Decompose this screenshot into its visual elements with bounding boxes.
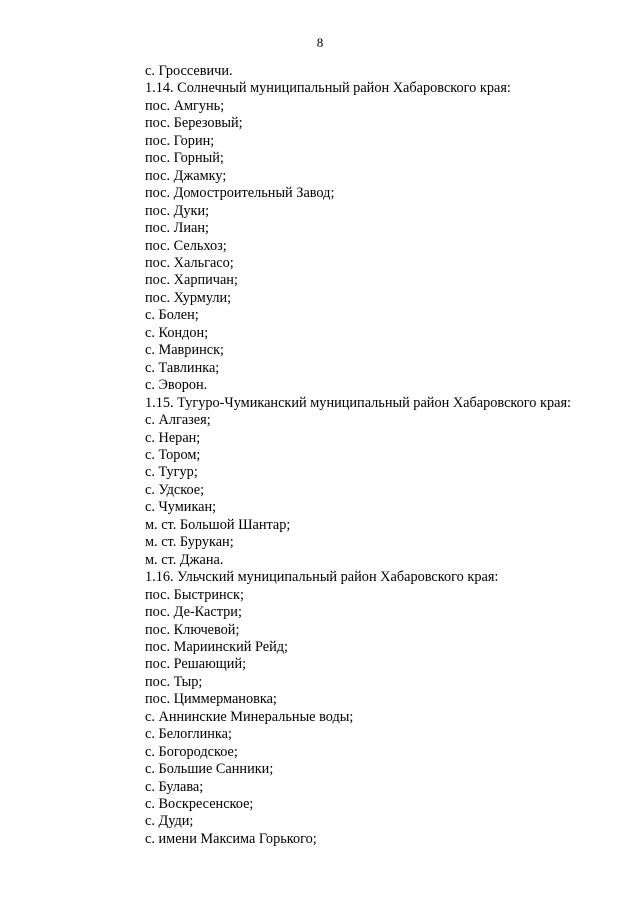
list-item: пос. Березовый; bbox=[145, 115, 243, 132]
list-item: пос. Хальгасо; bbox=[145, 254, 234, 271]
list-item: пос. Ключевой; bbox=[145, 621, 240, 638]
list-item: с. Булава; bbox=[145, 778, 204, 795]
list-item: пос. Решающий; bbox=[145, 656, 247, 673]
list-item: пос. Хурмули; bbox=[145, 289, 232, 306]
list-item: пос. Харпичан; bbox=[145, 272, 238, 289]
list-item: с. Гроссевичи. bbox=[145, 63, 233, 79]
list-item: пос. Горный; bbox=[145, 150, 224, 167]
list-item: с. Тугур; bbox=[145, 464, 198, 481]
list-item: пос. Циммермановка; bbox=[145, 691, 277, 708]
list-item: с. Тором; bbox=[145, 446, 201, 463]
list-item: с. Чумикан; bbox=[145, 499, 217, 516]
document-body bbox=[145, 63, 615, 848]
list-item: с. Белоглинка; bbox=[145, 726, 232, 743]
list-item: с. Воскресенское; bbox=[145, 796, 254, 813]
page-number: 8 bbox=[316, 35, 324, 50]
list-item: с. Богородское; bbox=[145, 743, 238, 760]
list-item: с. Неран; bbox=[145, 429, 201, 446]
list-item: с. Мавринск; bbox=[145, 342, 225, 359]
list-item: пос. Де-Кастри; bbox=[145, 604, 242, 621]
list-item: с. Удское; bbox=[145, 481, 205, 498]
list-item: пос. Горин; bbox=[145, 132, 215, 149]
list-item: с. Кондон; bbox=[145, 324, 209, 341]
list-item: пос. Тыр; bbox=[145, 673, 203, 690]
list-item: с. Болен; bbox=[145, 307, 199, 324]
list-item: пос. Сельхоз; bbox=[145, 237, 227, 254]
list-item: пос. Амгунь; bbox=[145, 97, 225, 114]
list-item: пос. Мариинский Рейд; bbox=[145, 638, 288, 655]
section-heading: 1.14. Солнечный муниципальный район Хабаровского края: bbox=[145, 80, 511, 97]
list-item: с. Большие Санники; bbox=[145, 761, 274, 778]
list-item: м. ст. Джана. bbox=[145, 551, 224, 568]
list-item: пос. Дуки; bbox=[145, 202, 210, 219]
list-item: с. имени Максима Горького; bbox=[145, 830, 317, 847]
list-item: пос. Быстринск; bbox=[145, 586, 244, 603]
list-item: м. ст. Большой Шантар; bbox=[145, 516, 291, 533]
list-item: с. Алгазея; bbox=[145, 412, 211, 429]
section-heading: 1.16. Ульчский муниципальный район Хабаровского края: bbox=[145, 569, 499, 586]
list-item: с. Дуди; bbox=[145, 813, 194, 830]
list-item: с. Аннинские Минеральные воды; bbox=[145, 708, 354, 725]
list-item: пос. Домостроительный Завод; bbox=[145, 185, 335, 202]
section-heading: 1.15. Тугуро-Чумиканский муниципальный район Хабаровского края: bbox=[145, 394, 572, 411]
list-item: пос. Лиан; bbox=[145, 220, 209, 237]
list-item: с. Тавлинка; bbox=[145, 359, 220, 376]
list-item: с. Эворон. bbox=[145, 377, 208, 394]
list-item: м. ст. Бурукан; bbox=[145, 534, 234, 551]
list-item: пос. Джамку; bbox=[145, 167, 227, 184]
